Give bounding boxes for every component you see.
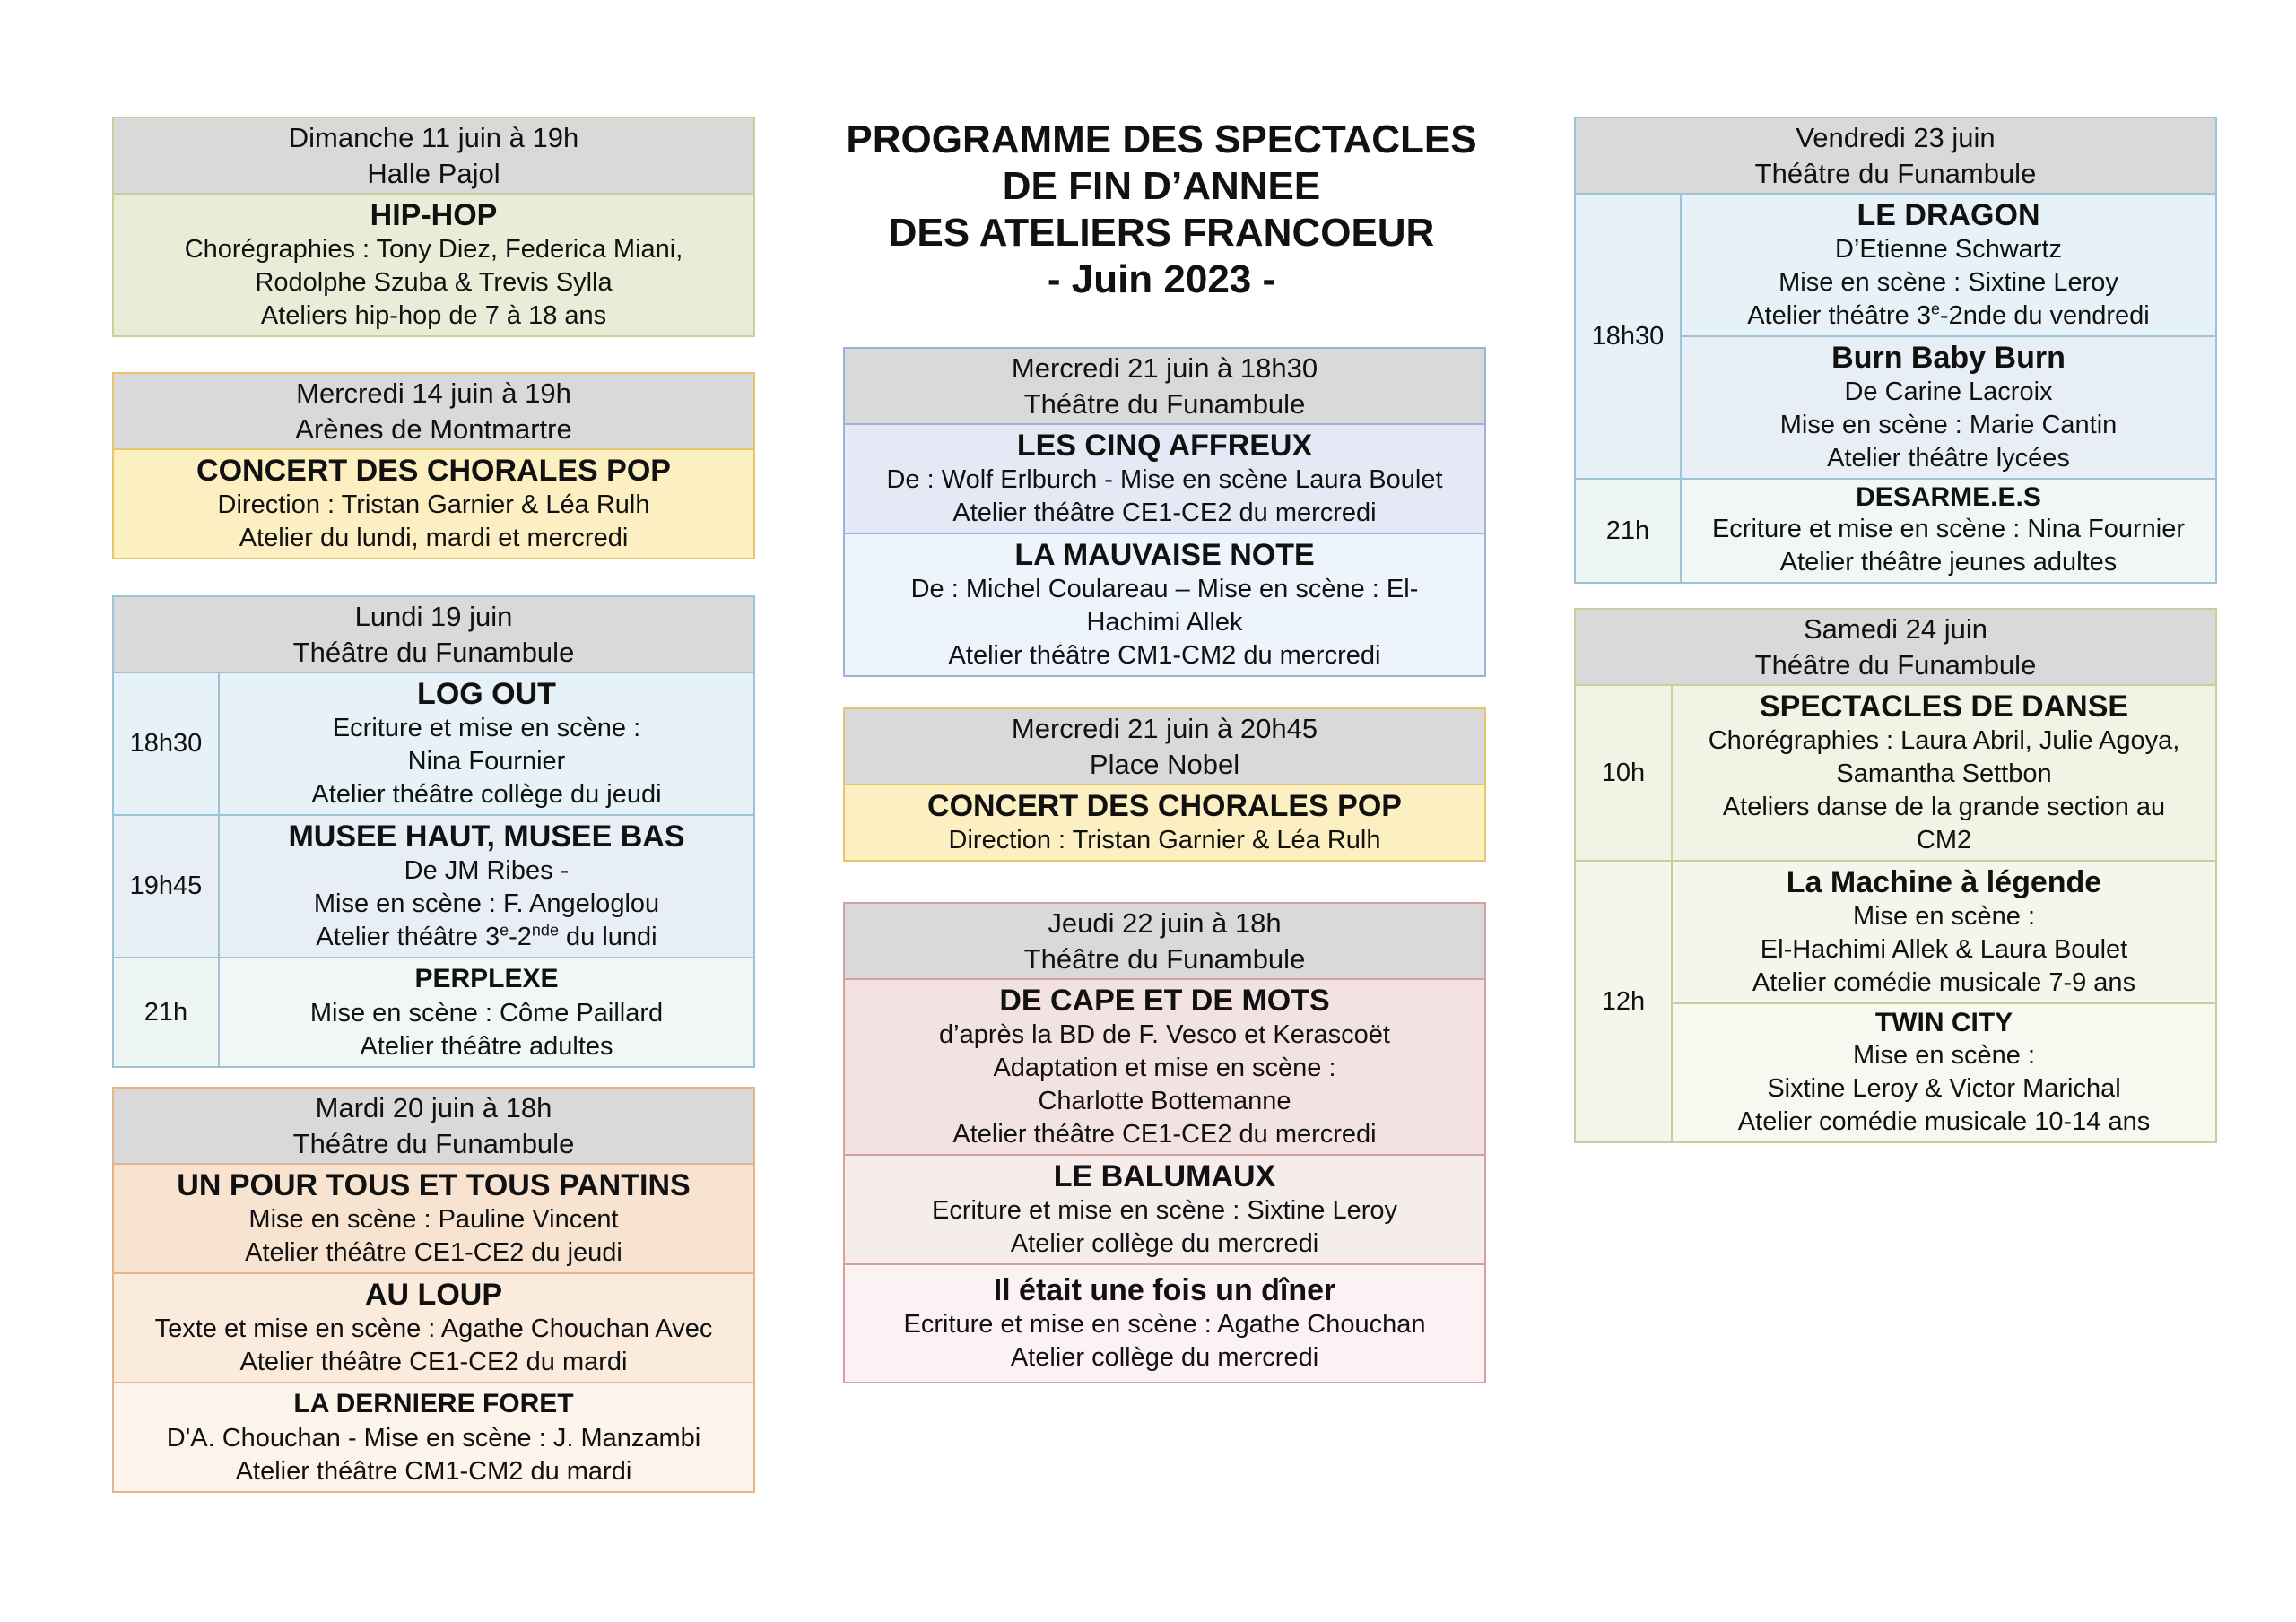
show-line: Nina Fournier — [407, 747, 566, 776]
show-line: Atelier théâtre CE1-CE2 du jeudi — [245, 1238, 622, 1267]
show-block — [1682, 480, 2215, 582]
show-block — [1682, 195, 2215, 335]
show-line: Ecriture et mise en scène : Nina Fournier — [1711, 515, 2186, 543]
event-date: Mercredi 21 juin à 18h30 — [1011, 352, 1318, 384]
show-line: Atelier théâtre CE1-CE2 du mercredi — [952, 499, 1377, 527]
show-line: Atelier théâtre CM1-CM2 du mardi — [235, 1457, 632, 1486]
title-line-2: DE FIN D’ANNEE — [1002, 164, 1321, 208]
superscript: e — [1930, 299, 1940, 318]
card-header — [114, 118, 753, 195]
event-date: Dimanche 11 juin à 19h — [288, 122, 579, 153]
show-title: LA DERNIERE FORET — [293, 1389, 574, 1418]
event-card-mercredi-21-2045 — [843, 707, 1486, 862]
time-row — [114, 673, 753, 814]
show-line: El-Hachimi Allek & Laura Boulet — [1760, 935, 2128, 964]
event-venue: Place Nobel — [1089, 749, 1240, 780]
show-line: Ecriture et mise en scène : Sixtine Leroy — [931, 1196, 1397, 1225]
show-title: DESARME.E.S — [1856, 482, 2041, 512]
show-line: Atelier théâtre lycées — [1827, 444, 2070, 473]
show-line: Mise en scène : — [1852, 1041, 2036, 1070]
show-line: Atelier du lundi, mardi et mercredi — [239, 524, 629, 552]
time-slot: 21h — [1576, 480, 1682, 582]
show-line: Atelier théâtre collège du jeudi — [311, 780, 662, 809]
show-line: Atelier théâtre adultes — [360, 1032, 613, 1061]
show-title: HIP-HOP — [370, 198, 498, 232]
show-line: Atelier comédie musicale 10-14 ans — [1737, 1107, 2151, 1136]
show-title: La Machine à légende — [1786, 865, 2102, 899]
show-block — [220, 816, 753, 957]
event-card-mercredi-14 — [112, 372, 755, 559]
show-block — [845, 1263, 1484, 1382]
show-line: Mise en scène : Pauline Vincent — [248, 1205, 619, 1234]
show-line: Atelier collège du mercredi — [1010, 1343, 1319, 1372]
time-slot: 21h — [114, 958, 220, 1066]
show-line: Samantha Settbon — [1836, 759, 2052, 788]
card-header — [845, 904, 1484, 980]
show-block — [114, 195, 753, 335]
show-line: Hachimi Allek — [1086, 608, 1243, 637]
show-block — [1673, 1002, 2215, 1141]
show-line: Ateliers hip-hop de 7 à 18 ans — [260, 301, 607, 330]
event-venue: Théâtre du Funambule — [292, 637, 575, 668]
show-line: Adaptation et mise en scène : — [993, 1054, 1336, 1082]
card-header — [845, 349, 1484, 425]
show-title: TWIN CITY — [1874, 1008, 2013, 1037]
show-line: Mise en scène : Côme Paillard — [309, 999, 664, 1028]
show-title: SPECTACLES DE DANSE — [1759, 690, 2129, 724]
time-slot: 19h45 — [114, 816, 220, 957]
time-slot: 18h30 — [114, 673, 220, 814]
event-date: Mardi 20 juin à 18h — [315, 1092, 552, 1123]
show-title: PERPLEXE — [414, 964, 559, 993]
show-block — [220, 958, 753, 1066]
show-block — [845, 980, 1484, 1154]
show-line: Direction : Tristan Garnier & Léa Rulh — [217, 490, 650, 519]
show-block — [845, 533, 1484, 675]
show-title: CONCERT DES CHORALES POP — [927, 789, 1402, 823]
show-line — [225, 921, 748, 954]
show-block — [114, 1165, 753, 1272]
show-line: Chorégraphies : Laura Abril, Julie Agoya, — [1708, 726, 2180, 755]
page-title — [812, 117, 1511, 303]
show-line: De JM Ribes - — [404, 856, 570, 885]
event-card-mardi-20 — [112, 1087, 755, 1493]
event-venue: Théâtre du Funambule — [292, 1128, 575, 1159]
show-line — [1687, 299, 2210, 333]
show-title: LE BALUMAUX — [1053, 1159, 1276, 1193]
show-title: LES CINQ AFFREUX — [1016, 429, 1313, 463]
show-title: DE CAPE ET DE MOTS — [999, 984, 1330, 1018]
event-card-samedi-24 — [1574, 608, 2217, 1143]
event-card-dimanche-11 — [112, 117, 755, 337]
superscript: nde — [531, 921, 559, 940]
show-line: Atelier théâtre CE1-CE2 du mardi — [239, 1348, 628, 1376]
event-venue: Arènes de Montmartre — [295, 413, 572, 445]
event-date: Mercredi 14 juin à 19h — [296, 377, 571, 409]
event-date: Vendredi 23 juin — [1796, 122, 1996, 153]
show-block — [1673, 686, 2215, 860]
show-line: Atelier théâtre CE1-CE2 du mercredi — [952, 1120, 1377, 1149]
event-card-vendredi-23 — [1574, 117, 2217, 584]
show-line: Ecriture et mise en scène : Agathe Chouchan — [903, 1310, 1426, 1339]
show-block — [1673, 862, 2215, 1002]
show-line: Mise en scène : Marie Cantin — [1779, 411, 2118, 439]
show-line: D’Etienne Schwartz — [1834, 235, 2063, 264]
show-block — [845, 1154, 1484, 1263]
time-row — [114, 957, 753, 1066]
event-card-lundi-19 — [112, 595, 755, 1068]
show-title: LA MAUVAISE NOTE — [1014, 538, 1315, 572]
show-line: d’après la BD de F. Vesco et Kerascoët — [939, 1020, 1390, 1049]
show-line: Texte et mise en scène : Agathe Chouchan Avec — [154, 1314, 713, 1343]
event-venue: Théâtre du Funambule — [1023, 943, 1306, 975]
show-line: Ateliers danse de la grande section au — [1722, 793, 2166, 821]
show-block — [1682, 335, 2215, 478]
show-line: CM2 — [1916, 826, 1972, 854]
event-date: Jeudi 22 juin à 18h — [1048, 907, 1282, 939]
event-date: Samedi 24 juin — [1803, 613, 1988, 645]
time-row — [1576, 686, 2215, 860]
show-title: MUSEE HAUT, MUSEE BAS — [288, 820, 685, 854]
show-line: Charlotte Bottemanne — [1038, 1087, 1292, 1115]
event-venue: Théâtre du Funambule — [1754, 649, 2037, 681]
text-part: -2nde du vendredi — [1939, 301, 2150, 330]
event-venue: Halle Pajol — [367, 158, 500, 189]
time-row — [1576, 478, 2215, 582]
show-line: De Carine Lacroix — [1844, 377, 2053, 406]
show-block — [114, 1382, 753, 1491]
show-line: D'A. Chouchan - Mise en scène : J. Manzambi — [166, 1424, 701, 1453]
show-title: Il était une fois un dîner — [993, 1273, 1336, 1307]
show-line: De : Wolf Erlburch - Mise en scène Laura Boulet — [886, 465, 1443, 494]
text-part: Atelier théâtre 3 — [316, 923, 500, 951]
event-date: Lundi 19 juin — [354, 601, 513, 632]
show-block — [845, 785, 1484, 860]
text-part: du lundi — [558, 923, 657, 951]
show-line: Atelier comédie musicale 7-9 ans — [1752, 968, 2136, 997]
show-line: Mise en scène : F. Angeloglou — [313, 889, 660, 918]
show-title: LOG OUT — [417, 677, 556, 711]
time-slot: 12h — [1576, 862, 1673, 1141]
show-line: Mise en scène : — [1852, 902, 2036, 931]
card-header — [114, 374, 753, 450]
card-header — [1576, 118, 2215, 195]
show-block — [114, 1272, 753, 1382]
show-line: Rodolphe Szuba & Trevis Sylla — [255, 268, 613, 297]
show-line: Mise en scène : Sixtine Leroy — [1779, 268, 2118, 297]
show-line: De : Michel Coulareau – Mise en scène : El- — [910, 575, 1419, 603]
event-venue: Théâtre du Funambule — [1754, 158, 2037, 189]
show-title: LE DRAGON — [1857, 198, 2040, 232]
show-line: Chorégraphies : Tony Diez, Federica Miani, — [184, 235, 683, 264]
superscript: e — [500, 921, 509, 940]
show-title: AU LOUP — [365, 1278, 502, 1312]
show-block — [845, 425, 1484, 533]
show-block — [114, 450, 753, 558]
card-header — [1576, 610, 2215, 686]
text-part: Atelier théâtre 3 — [1747, 301, 1931, 330]
show-block — [220, 673, 753, 814]
show-title: CONCERT DES CHORALES POP — [196, 454, 671, 488]
show-title: Burn Baby Burn — [1831, 341, 2066, 375]
event-venue: Théâtre du Funambule — [1023, 388, 1306, 420]
show-line: Ecriture et mise en scène : — [332, 714, 641, 742]
card-header — [114, 597, 753, 673]
event-card-jeudi-22 — [843, 902, 1486, 1383]
card-header — [845, 709, 1484, 785]
show-line: Atelier théâtre CM1-CM2 du mercredi — [948, 641, 1381, 670]
time-row — [1576, 195, 2215, 478]
show-line: Sixtine Leroy & Victor Marichal — [1767, 1074, 2121, 1103]
time-row — [1576, 860, 2215, 1141]
show-title: UN POUR TOUS ET TOUS PANTINS — [177, 1168, 691, 1202]
event-date: Mercredi 21 juin à 20h45 — [1011, 713, 1318, 744]
card-header — [114, 1089, 753, 1165]
time-slot: 18h30 — [1576, 195, 1682, 478]
show-line: Direction : Tristan Garnier & Léa Rulh — [948, 826, 1381, 854]
show-line: Atelier collège du mercredi — [1010, 1229, 1319, 1258]
title-line-4: - Juin 2023 - — [1047, 257, 1276, 301]
show-line: Atelier théâtre jeunes adultes — [1779, 548, 2118, 577]
title-line-1: PROGRAMME DES SPECTACLES — [846, 117, 1477, 161]
time-row — [114, 814, 753, 957]
title-line-3: DES ATELIERS FRANCOEUR — [888, 211, 1435, 255]
event-card-mercredi-21-1830 — [843, 347, 1486, 677]
time-slot: 10h — [1576, 686, 1673, 860]
text-part: -2 — [509, 923, 532, 951]
